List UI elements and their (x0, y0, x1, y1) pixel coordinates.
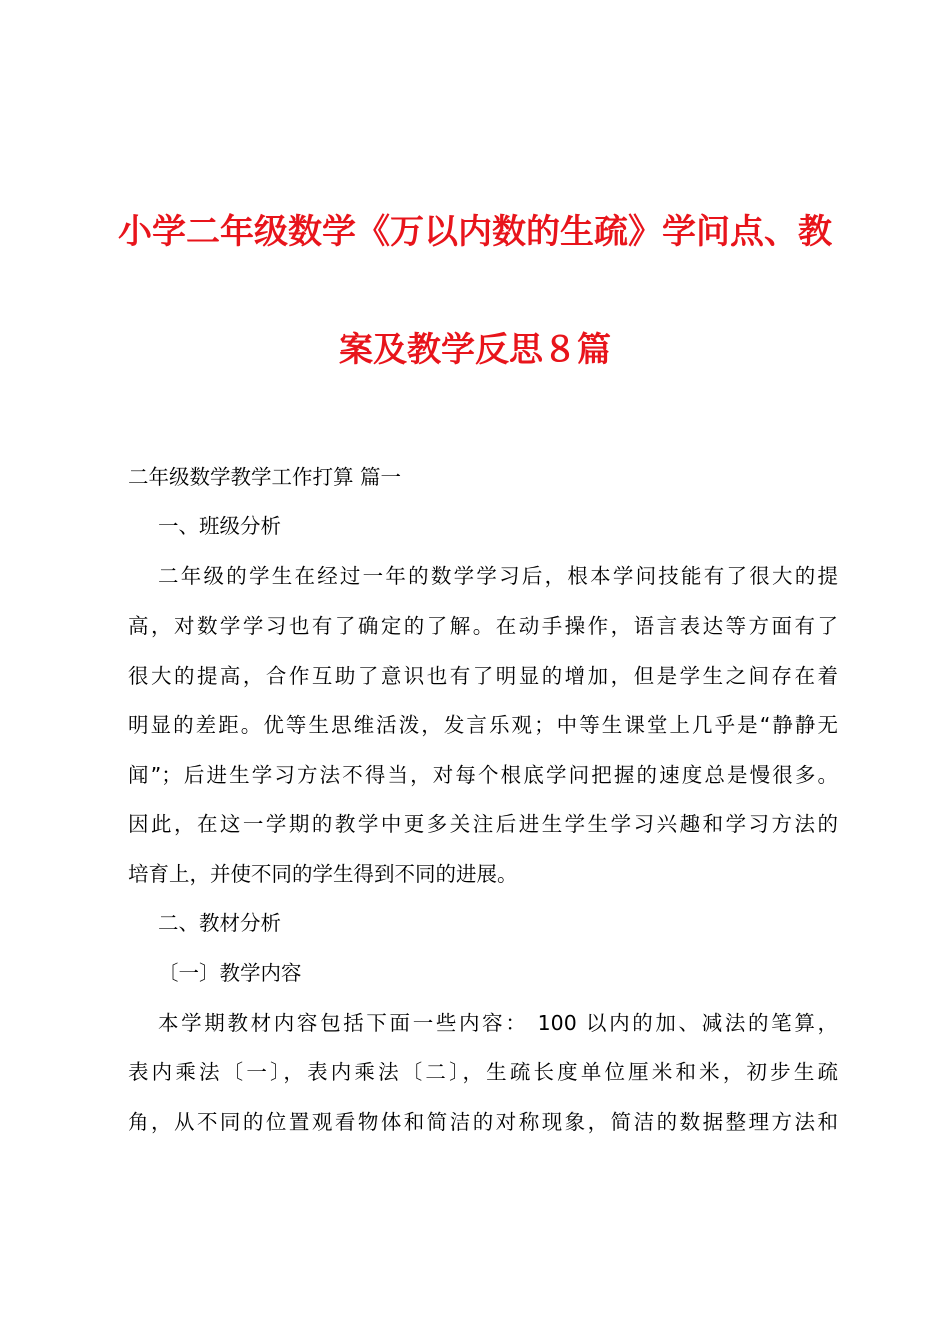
document-title-line-1: 小学二年级数学《万以内数的生疏》学问点、教 (118, 212, 832, 252)
paragraph-line: 二年级的学生在经过一年的数学学习后，根本学问技能有了很大的提 (158, 564, 838, 588)
paragraph-line: 表内乘法〔一〕，表内乘法〔二〕，生疏长度单位厘米和米，初步生疏 (128, 1060, 838, 1084)
paragraph-line: 培育上，并使不同的学生得到不同的进展。 (128, 862, 518, 886)
document-title-line-2: 案及教学反思８篇 (339, 330, 611, 370)
heading-textbook-analysis: 二、教材分析 (158, 911, 281, 935)
subheading-teaching-content: 〔一〕教学内容 (158, 961, 302, 985)
paragraph-line: 闻”；后进生学习方法不得当，对每个根底学问把握的速度总是慢很多。 (128, 763, 838, 787)
paragraph-line: 高，对数学学习也有了确定的了解。在动手操作，语言表达等方面有了 (128, 614, 838, 638)
paragraph-line: 本学期教材内容包括下面一些内容： 100 以内的加、减法的笔算， (158, 1011, 838, 1035)
paragraph-line: 角，从不同的位置观看物体和简洁的对称现象，简洁的数据整理方法和 (128, 1110, 838, 1134)
section-title: 二年级数学教学工作打算 篇一 (128, 465, 402, 489)
paragraph-line: 明显的差距。优等生思维活泼，发言乐观；中等生课堂上几乎是“静静无 (128, 713, 838, 737)
heading-class-analysis: 一、班级分析 (158, 514, 281, 538)
paragraph-line: 因此，在这一学期的教学中更多关注后进生学生学习兴趣和学习方法的 (128, 812, 838, 836)
paragraph-line: 很大的提高，合作互助了意识也有了明显的增加，但是学生之间存在着 (128, 664, 838, 688)
